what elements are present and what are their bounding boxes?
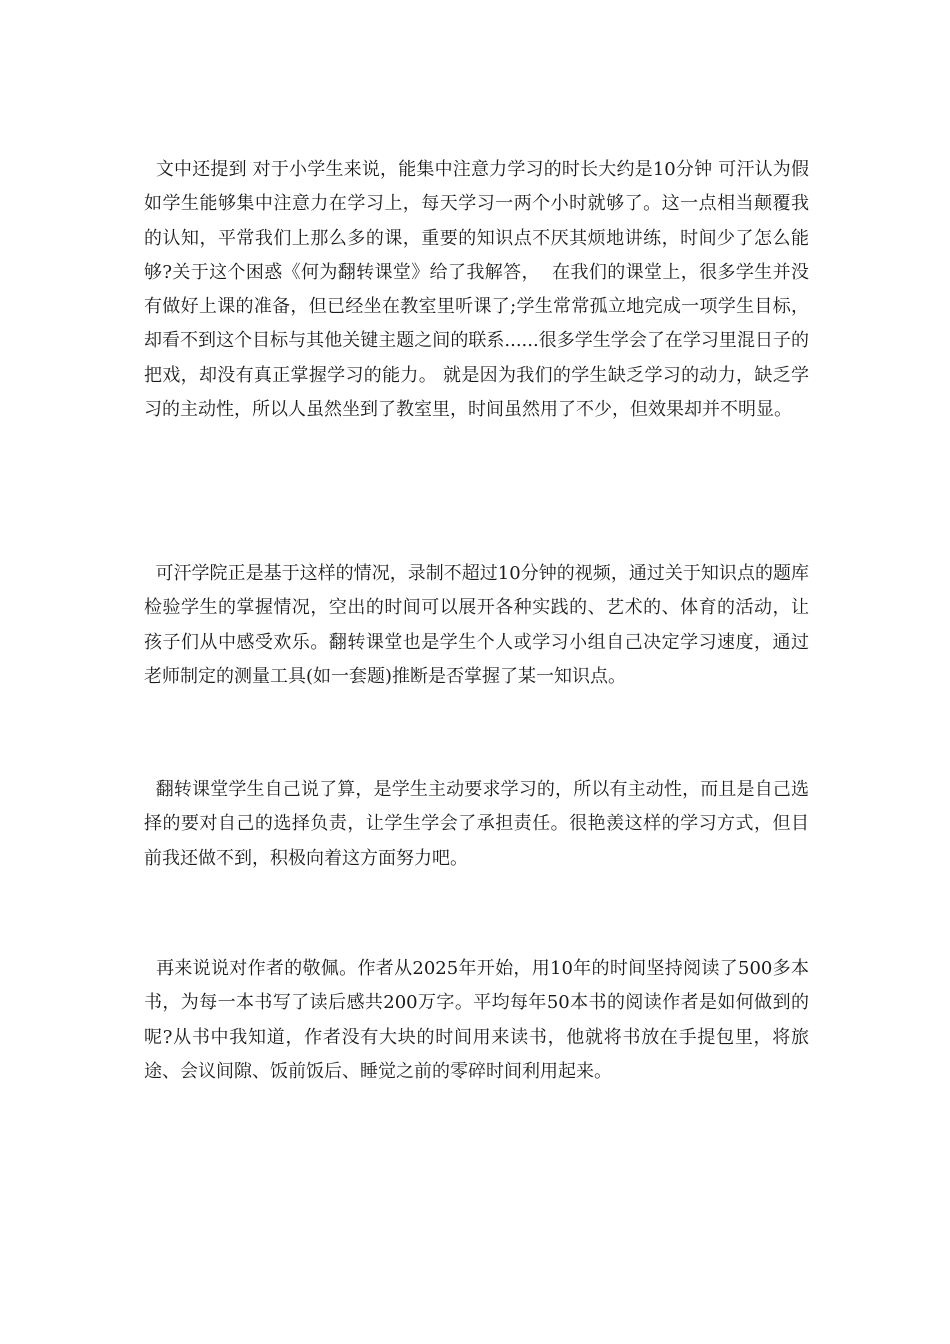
paragraph-2: 可汗学院正是基于这样的情况，录制不超过10分钟的视频，通过关于知识点的题库检验学生的掌握情况，空出的时间可以展开各种实践的、艺术的、体育的活动，让孩子们从中感受欢乐。翻转课堂也是学生个人或学习小组自己决定学习速度，通过老师制定的测量工具(如一套题)推断是否掌握了某一知识点。 <box>144 563 809 687</box>
paragraph-4: 再来说说对作者的敬佩。作者从2025年开始，用10年的时间坚持阅读了500多本书，为每一本书写了读后感共200万字。平均每年50本书的阅读作者是如何做到的呢?从书中我知道，作者没有大块的时间用来读书，他就将书放在手提包里，将旅途、会议间隙、饭前饭后、睡觉之前的零碎时间利用起来。 <box>144 958 809 1082</box>
paragraph-1: 文中还提到 对于小学生来说，能集中注意力学习的时长大约是10分钟 可汗认为假如学生能够集中注意力在学习上，每天学习一两个小时就够了。这一点相当颠覆我的认知，平常我们上那么多的课，重要的知识点不厌其烦地讲练，时间少了怎么能够?关于这个困惑《何为翻转课堂》给了我解答， 在我们的课堂上，很多学生并没有做好上课的准备，但已经坐在教室里听课了;学生常常孤立地完成一项学生目标，却看不到这个目标与其他关键主题之间的联系......很多学生学会了在学习里混日子的把戏，却没有真正掌握学习的能力。 就是因为我们的学生缺乏学习的动力，缺乏学习的主动性，所以人虽然坐到了教室里，时间虽然用了不少，但效果却并不明显。 <box>144 159 809 421</box>
paragraph-3: 翻转课堂学生自己说了算，是学生主动要求学习的，所以有主动性，而且是自己选择的要对自己的选择负责，让学生学会了承担责任。很艳羡这样的学习方式，但目前我还做不到，积极向着这方面努力吧。 <box>144 779 809 869</box>
